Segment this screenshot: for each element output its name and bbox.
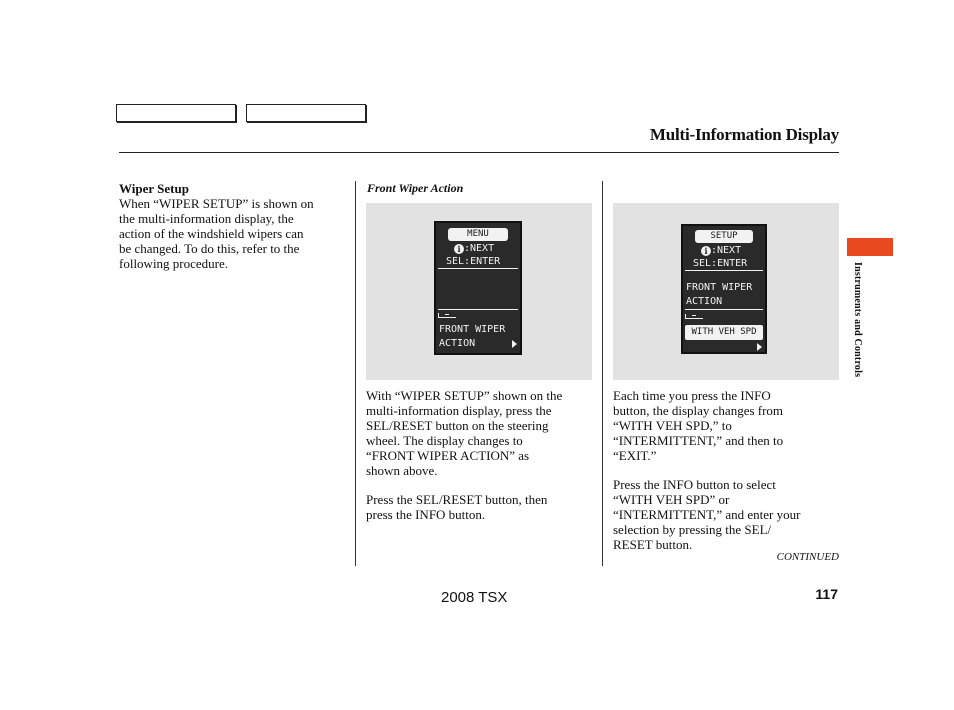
- title-divider: [119, 152, 839, 153]
- right-arrow-icon: [512, 340, 517, 348]
- right-arrow-icon: [757, 343, 762, 351]
- continued-label: CONTINUED: [776, 551, 839, 563]
- screen-divider: [685, 309, 763, 310]
- intro-paragraph: When “WIPER SETUP” is shown on the multi-information display, the action of the windshield wipers can be changed. To do this, refer to the following procedure.: [119, 196, 314, 271]
- screen-text: ACTION: [686, 296, 723, 307]
- info-icon: i: [454, 244, 464, 254]
- screen-tag: MENU: [448, 228, 508, 241]
- middle-paragraph-1: With “WIPER SETUP” shown on the multi-information display, press the SEL/RESET button on the steering wheel. The display changes to “FRONT WIPER ACTION” as shown above.: [366, 388, 563, 478]
- display-illustration-menu: [366, 203, 592, 380]
- nav-button-previous[interactable]: [116, 104, 236, 122]
- screen-text: :NEXT: [464, 243, 495, 254]
- screen-divider: [685, 270, 763, 271]
- column-divider: [355, 181, 356, 566]
- screen-level-marks: [685, 314, 703, 319]
- screen-text: FRONT WIPER: [439, 324, 506, 335]
- chapter-label: Instruments and Controls: [852, 262, 863, 378]
- section-heading: Wiper Setup: [119, 181, 189, 196]
- mid-screen-menu: [434, 221, 522, 355]
- screen-text: :NEXT: [711, 245, 742, 256]
- right-paragraph-2: Press the INFO button to select “WITH VEH SPD” or “INTERMITTENT,” and enter your selection by pressing the SEL/ RESET button.: [613, 477, 801, 552]
- screen-tag: SETUP: [695, 230, 753, 243]
- footer-model: 2008 TSX: [441, 589, 508, 606]
- screen-selection-highlight: WITH VEH SPD: [685, 325, 763, 340]
- middle-paragraph-2: Press the SEL/RESET button, then press the INFO button.: [366, 492, 548, 522]
- nav-button-next[interactable]: [246, 104, 366, 122]
- figure-caption: Front Wiper Action: [367, 181, 464, 195]
- display-illustration-setup: [613, 203, 839, 380]
- screen-text: FRONT WIPER: [686, 282, 753, 293]
- screen-next-line: [701, 245, 741, 256]
- chapter-tab: [847, 238, 893, 256]
- screen-text: SEL:ENTER: [693, 258, 748, 269]
- screen-divider: [438, 309, 518, 310]
- right-paragraph-1: Each time you press the INFO button, the display changes from “WITH VEH SPD,” to “INTERMITTENT,” and then to “EXIT.”: [613, 388, 784, 463]
- screen-level-marks: [438, 313, 456, 318]
- column-divider: [602, 181, 603, 566]
- page-number: 117: [815, 586, 838, 602]
- screen-next-line: [454, 243, 494, 254]
- page-title: Multi-Information Display: [649, 125, 839, 144]
- screen-divider: [438, 268, 518, 269]
- info-icon: i: [701, 246, 711, 256]
- screen-text: SEL:ENTER: [446, 256, 501, 267]
- mid-screen-setup: [681, 224, 767, 354]
- screen-text: ACTION: [439, 338, 476, 349]
